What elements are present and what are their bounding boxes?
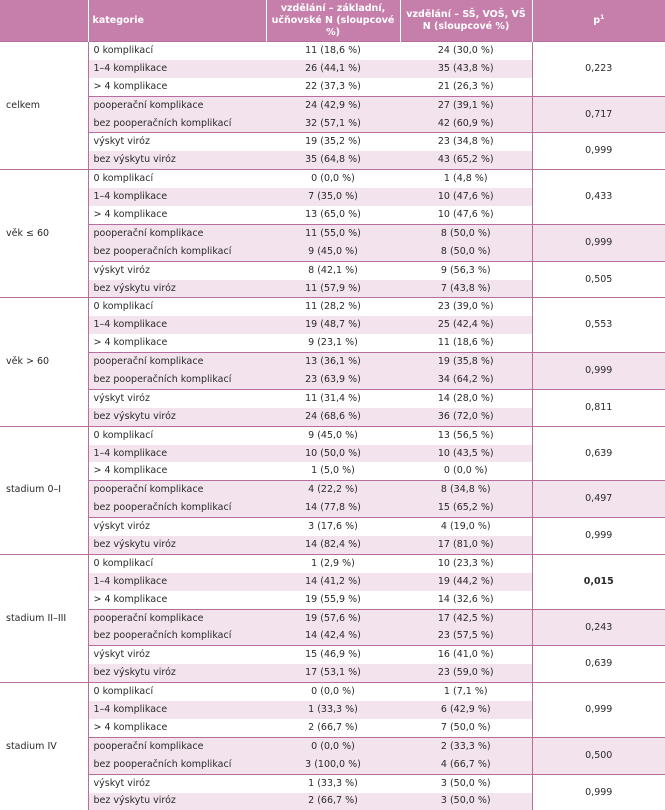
row-category: > 4 komplikace [88, 206, 266, 224]
cell-higher-education: 1 (7,1 %) [400, 683, 532, 701]
cell-basic-education: 7 (35,0 %) [266, 188, 400, 206]
group-label: věk > 60 [0, 298, 88, 426]
cell-basic-education: 24 (42,9 %) [266, 96, 400, 114]
cell-higher-education: 2 (33,3 %) [400, 737, 532, 755]
cell-basic-education: 13 (36,1 %) [266, 353, 400, 371]
p-value: 0,999 [532, 133, 665, 170]
cell-higher-education: 17 (81,0 %) [400, 536, 532, 554]
row-category: 1–4 komplikace [88, 60, 266, 78]
cell-higher-education: 4 (66,7 %) [400, 756, 532, 774]
cell-higher-education: 7 (50,0 %) [400, 719, 532, 737]
table-row [0, 96, 665, 114]
cell-higher-education: 21 (26,3 %) [400, 78, 532, 96]
table-row [0, 683, 665, 701]
row-category: bez pooperačních komplikací [88, 756, 266, 774]
cell-higher-education: 10 (47,6 %) [400, 206, 532, 224]
row-category: výskyt viróz [88, 518, 266, 536]
row-category: pooperační komplikace [88, 353, 266, 371]
p-value: 0,497 [532, 481, 665, 518]
row-category: pooperační komplikace [88, 737, 266, 755]
cell-basic-education: 19 (55,9 %) [266, 591, 400, 609]
cell-basic-education: 10 (50,0 %) [266, 445, 400, 463]
p-value: 0,999 [532, 353, 665, 390]
cell-basic-education: 1 (2,9 %) [266, 554, 400, 572]
row-category: bez pooperačních komplikací [88, 243, 266, 261]
row-category: bez pooperačních komplikací [88, 115, 266, 133]
cell-higher-education: 24 (30,0 %) [400, 42, 532, 60]
row-category: bez výskytu viróz [88, 151, 266, 169]
row-category: 0 komplikací [88, 42, 266, 60]
cell-basic-education: 14 (42,4 %) [266, 628, 400, 646]
cell-higher-education: 15 (65,2 %) [400, 499, 532, 517]
table-row [0, 518, 665, 536]
cell-higher-education: 14 (32,6 %) [400, 591, 532, 609]
cell-basic-education: 9 (45,0 %) [266, 243, 400, 261]
cell-higher-education: 23 (59,0 %) [400, 664, 532, 682]
cell-higher-education: 11 (18,6 %) [400, 334, 532, 352]
row-category: bez výskytu viróz [88, 793, 266, 810]
row-category: výskyt viróz [88, 389, 266, 407]
header-row [0, 0, 665, 42]
row-category: > 4 komplikace [88, 334, 266, 352]
cell-higher-education: 43 (65,2 %) [400, 151, 532, 169]
group-label: stadium IV [0, 683, 88, 810]
cell-basic-education: 11 (57,9 %) [266, 280, 400, 298]
table-row [0, 133, 665, 151]
table-body [0, 42, 665, 810]
row-category: 1–4 komplikace [88, 316, 266, 334]
cell-higher-education: 42 (60,9 %) [400, 115, 532, 133]
cell-higher-education: 0 (0,0 %) [400, 462, 532, 480]
cell-higher-education: 16 (41,0 %) [400, 646, 532, 664]
cell-higher-education: 8 (50,0 %) [400, 224, 532, 242]
table-row [0, 646, 665, 664]
table-row [0, 170, 665, 188]
cell-higher-education: 13 (56,5 %) [400, 426, 532, 444]
group-label: celkem [0, 42, 88, 170]
row-category: výskyt viróz [88, 774, 266, 792]
cell-higher-education: 10 (23,3 %) [400, 554, 532, 572]
row-category: 0 komplikací [88, 298, 266, 316]
cell-basic-education: 19 (57,6 %) [266, 609, 400, 627]
row-category: 0 komplikací [88, 554, 266, 572]
cell-higher-education: 19 (44,2 %) [400, 573, 532, 591]
cell-basic-education: 19 (35,2 %) [266, 133, 400, 151]
p-value: 0,717 [532, 96, 665, 133]
cell-higher-education: 23 (57,5 %) [400, 628, 532, 646]
cell-basic-education: 13 (65,0 %) [266, 206, 400, 224]
cell-basic-education: 14 (82,4 %) [266, 536, 400, 554]
cell-higher-education: 36 (72,0 %) [400, 408, 532, 426]
row-category: > 4 komplikace [88, 719, 266, 737]
header-category: kategorie [88, 0, 266, 42]
row-category: 0 komplikací [88, 426, 266, 444]
row-category: bez výskytu viróz [88, 664, 266, 682]
cell-basic-education: 0 (0,0 %) [266, 170, 400, 188]
cell-basic-education: 15 (46,9 %) [266, 646, 400, 664]
table-row [0, 261, 665, 279]
cell-higher-education: 7 (43,8 %) [400, 280, 532, 298]
p-value: 0,433 [532, 170, 665, 225]
cell-basic-education: 1 (33,3 %) [266, 774, 400, 792]
table-row [0, 737, 665, 755]
cell-higher-education: 23 (39,0 %) [400, 298, 532, 316]
cell-basic-education: 4 (22,2 %) [266, 481, 400, 499]
row-category: výskyt viróz [88, 646, 266, 664]
table-row [0, 774, 665, 792]
table-row [0, 389, 665, 407]
cell-higher-education: 10 (43,5 %) [400, 445, 532, 463]
cell-basic-education: 8 (42,1 %) [266, 261, 400, 279]
row-category: bez výskytu viróz [88, 536, 266, 554]
cell-basic-education: 2 (66,7 %) [266, 719, 400, 737]
row-category: 1–4 komplikace [88, 188, 266, 206]
cell-basic-education: 11 (28,2 %) [266, 298, 400, 316]
cell-basic-education: 11 (18,6 %) [266, 42, 400, 60]
cell-basic-education: 14 (77,8 %) [266, 499, 400, 517]
cell-basic-education: 26 (44,1 %) [266, 60, 400, 78]
table-row [0, 609, 665, 627]
cell-higher-education: 35 (43,8 %) [400, 60, 532, 78]
table-row [0, 298, 665, 316]
row-category: výskyt viróz [88, 261, 266, 279]
cell-higher-education: 14 (28,0 %) [400, 389, 532, 407]
cell-higher-education: 6 (42,9 %) [400, 701, 532, 719]
p-value: 0,999 [532, 774, 665, 810]
group-label: stadium 0–I [0, 426, 88, 554]
cell-higher-education: 10 (47,6 %) [400, 188, 532, 206]
table-row [0, 481, 665, 499]
p-value: 0,223 [532, 42, 665, 97]
cell-higher-education: 3 (50,0 %) [400, 793, 532, 810]
cell-basic-education: 1 (5,0 %) [266, 462, 400, 480]
cell-higher-education: 3 (50,0 %) [400, 774, 532, 792]
table-row [0, 426, 665, 444]
cell-basic-education: 35 (64,8 %) [266, 151, 400, 169]
header-empty [0, 0, 88, 42]
cell-higher-education: 34 (64,2 %) [400, 371, 532, 389]
header-col-higher-education: vzdělání – SŠ, VOŠ, VŠ N (sloupcové %) [400, 0, 532, 42]
cell-higher-education: 25 (42,4 %) [400, 316, 532, 334]
table-row [0, 353, 665, 371]
row-category: bez pooperačních komplikací [88, 371, 266, 389]
row-category: pooperační komplikace [88, 224, 266, 242]
row-category: pooperační komplikace [88, 481, 266, 499]
header-col-basic-education: vzdělání – základní, učňovské N (sloupcové %) [266, 0, 400, 42]
cell-basic-education: 0 (0,0 %) [266, 737, 400, 755]
p-value: 0,639 [532, 426, 665, 481]
header-p-label: p [593, 15, 600, 26]
row-category: 0 komplikací [88, 683, 266, 701]
p-value: 0,999 [532, 224, 665, 261]
row-category: 1–4 komplikace [88, 573, 266, 591]
cell-basic-education: 0 (0,0 %) [266, 683, 400, 701]
cell-basic-education: 22 (37,3 %) [266, 78, 400, 96]
cell-basic-education: 23 (63,9 %) [266, 371, 400, 389]
row-category: bez pooperačních komplikací [88, 628, 266, 646]
cell-basic-education: 11 (55,0 %) [266, 224, 400, 242]
cell-basic-education: 32 (57,1 %) [266, 115, 400, 133]
row-category: 1–4 komplikace [88, 445, 266, 463]
p-value: 0,999 [532, 518, 665, 555]
p-value: 0,015 [532, 554, 665, 609]
group-label: stadium II–III [0, 554, 88, 682]
row-category: 1–4 komplikace [88, 701, 266, 719]
cell-basic-education: 2 (66,7 %) [266, 793, 400, 810]
cell-basic-education: 3 (100,0 %) [266, 756, 400, 774]
row-category: bez pooperačních komplikací [88, 499, 266, 517]
p-value: 0,553 [532, 298, 665, 353]
cell-basic-education: 1 (33,3 %) [266, 701, 400, 719]
table-row [0, 42, 665, 60]
row-category: > 4 komplikace [88, 78, 266, 96]
p-value: 0,811 [532, 389, 665, 426]
cell-basic-education: 14 (41,2 %) [266, 573, 400, 591]
p-value: 0,505 [532, 261, 665, 298]
header-p-value [532, 0, 665, 42]
row-category: > 4 komplikace [88, 462, 266, 480]
cell-higher-education: 17 (42,5 %) [400, 609, 532, 627]
cell-higher-education: 1 (4,8 %) [400, 170, 532, 188]
p-value: 0,243 [532, 609, 665, 646]
row-category: bez výskytu viróz [88, 280, 266, 298]
cell-basic-education: 17 (53,1 %) [266, 664, 400, 682]
cell-higher-education: 8 (50,0 %) [400, 243, 532, 261]
cell-basic-education: 11 (31,4 %) [266, 389, 400, 407]
p-value: 0,999 [532, 683, 665, 738]
row-category: pooperační komplikace [88, 609, 266, 627]
cell-higher-education: 23 (34,8 %) [400, 133, 532, 151]
row-category: 0 komplikací [88, 170, 266, 188]
cell-higher-education: 8 (34,8 %) [400, 481, 532, 499]
cell-basic-education: 9 (23,1 %) [266, 334, 400, 352]
cell-higher-education: 19 (35,8 %) [400, 353, 532, 371]
table-row [0, 554, 665, 572]
cell-basic-education: 9 (45,0 %) [266, 426, 400, 444]
p-value: 0,639 [532, 646, 665, 683]
row-category: bez výskytu viróz [88, 408, 266, 426]
header-p-footnote: 1 [600, 13, 604, 20]
p-value: 0,500 [532, 737, 665, 774]
cell-higher-education: 9 (56,3 %) [400, 261, 532, 279]
cell-basic-education: 3 (17,6 %) [266, 518, 400, 536]
table-row [0, 224, 665, 242]
group-label: věk ≤ 60 [0, 170, 88, 298]
row-category: pooperační komplikace [88, 96, 266, 114]
cell-basic-education: 24 (68,6 %) [266, 408, 400, 426]
cell-basic-education: 19 (48,7 %) [266, 316, 400, 334]
row-category: > 4 komplikace [88, 591, 266, 609]
cell-higher-education: 4 (19,0 %) [400, 518, 532, 536]
row-category: výskyt viróz [88, 133, 266, 151]
cell-higher-education: 27 (39,1 %) [400, 96, 532, 114]
